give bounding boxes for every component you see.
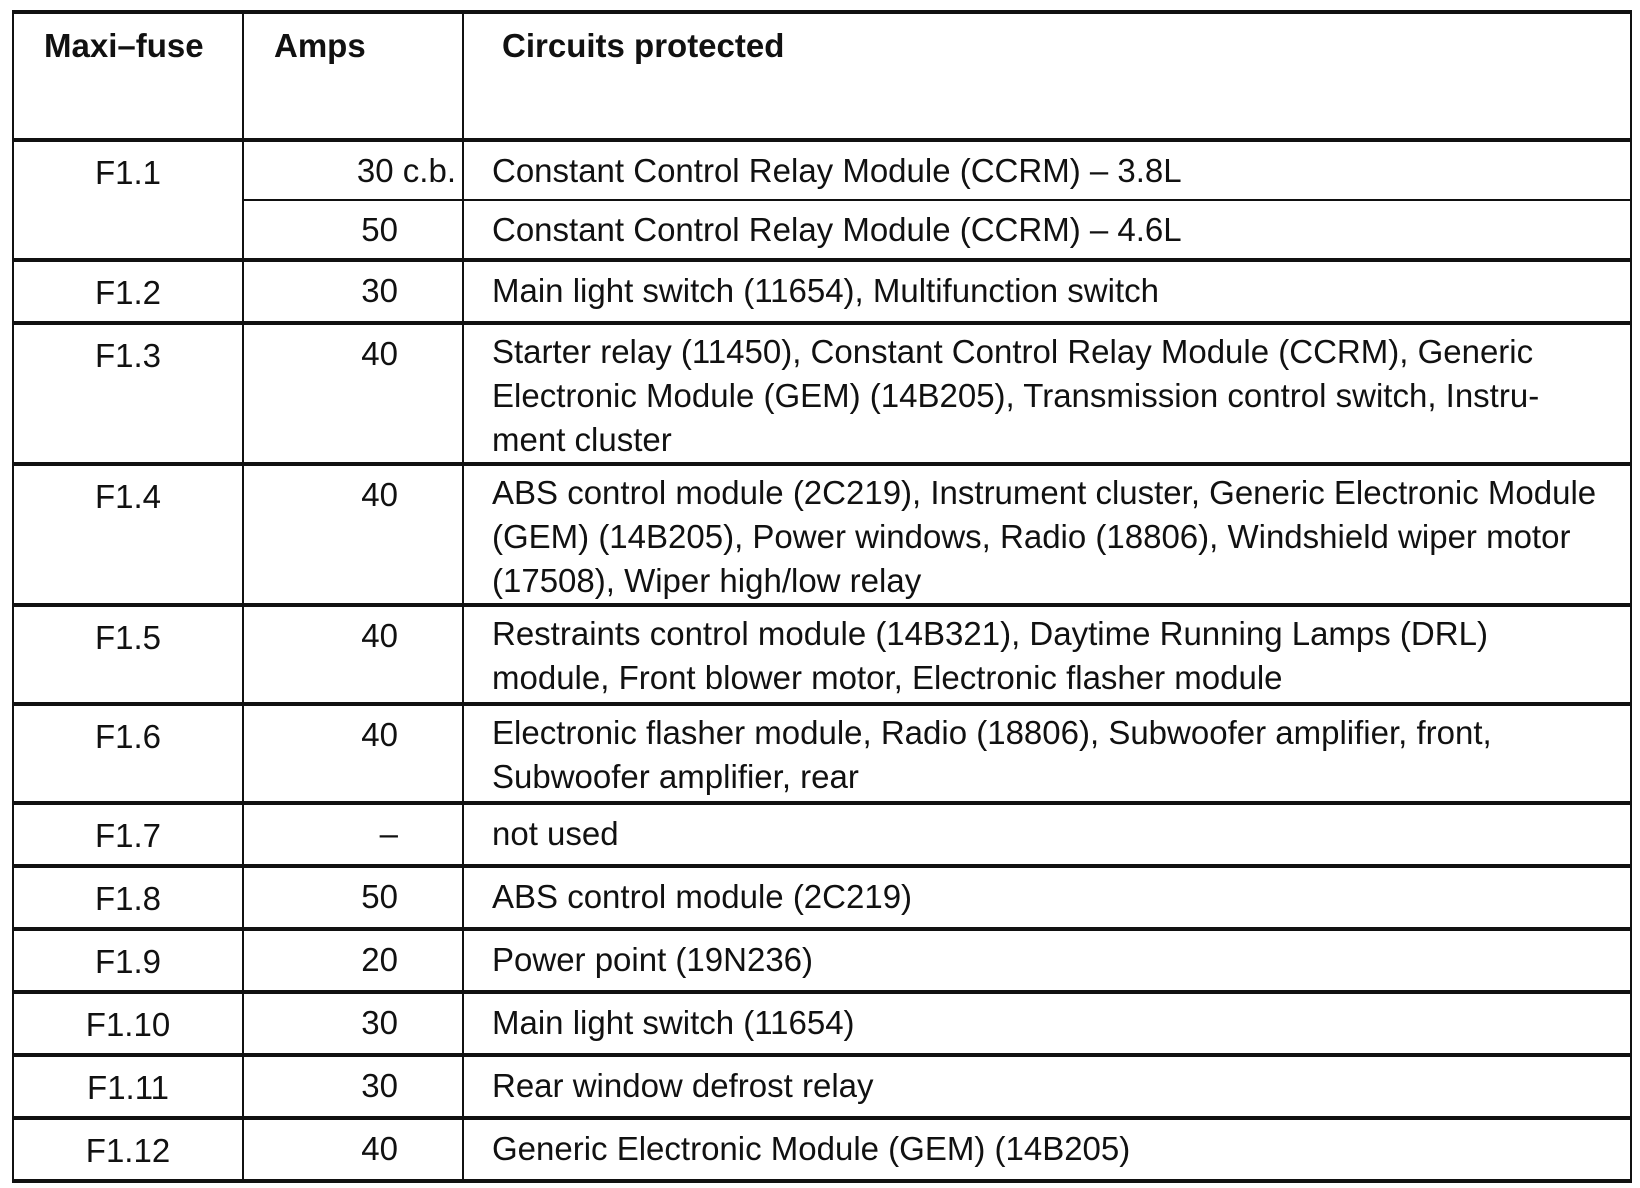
amps-cell: 40 (243, 1118, 463, 1181)
circuits-cell: Restraints control module (14B321), Daytime Running Lamps (DRL) module, Front blower motor, Electronic flasher module (463, 605, 1631, 704)
table-row (13, 260, 1631, 323)
fuse-cell: F1.8 (13, 866, 243, 929)
table-row (13, 605, 1631, 704)
amps-cell: 40 (243, 605, 463, 704)
circuits-cell: ABS control module (2C219), Instrument cluster, Generic Electronic Module (GEM) (14B205), Power windows, Radio (18806), Windshield wiper motor (17508), Wiper high/low relay (463, 464, 1631, 605)
amps-cell: 40 (243, 704, 463, 803)
table-header-row (13, 12, 1631, 140)
circuits-cell: Main light switch (11654), Multifunction switch (463, 260, 1631, 323)
circuits-cell: Constant Control Relay Module (CCRM) – 3.8L (463, 140, 1631, 200)
fuse-cell: F1.5 (13, 605, 243, 704)
amps-cell: 40 (243, 464, 463, 605)
fuse-cell: F1.1 (13, 140, 243, 260)
table-row (13, 803, 1631, 866)
amps-cell: 40 (243, 323, 463, 464)
circuits-cell: Electronic flasher module, Radio (18806), Subwoofer amplifier, front, Subwoofer amplifier, rear (463, 704, 1631, 803)
circuits-cell: not used (463, 803, 1631, 866)
table-row (13, 1118, 1631, 1181)
circuits-cell: Constant Control Relay Module (CCRM) – 4.6L (463, 200, 1631, 260)
fuse-cell: F1.7 (13, 803, 243, 866)
table-row (13, 992, 1631, 1055)
fuse-cell: F1.9 (13, 929, 243, 992)
table-row (13, 200, 1631, 260)
amps-cell: 50 (243, 200, 463, 260)
header-circuits-protected: Circuits protected (463, 12, 1631, 140)
fuse-cell: F1.12 (13, 1118, 243, 1181)
amps-cell: 30 c.b. (243, 140, 463, 200)
circuits-cell: Main light switch (11654) (463, 992, 1631, 1055)
circuits-cell: Generic Electronic Module (GEM) (14B205) (463, 1118, 1631, 1181)
fuse-cell: F1.6 (13, 704, 243, 803)
fuse-cell: F1.4 (13, 464, 243, 605)
amps-cell: 30 (243, 992, 463, 1055)
table-row (13, 1055, 1631, 1118)
table-row (13, 323, 1631, 464)
table-row (13, 140, 1631, 200)
amps-cell: – (243, 803, 463, 866)
amps-cell: 50 (243, 866, 463, 929)
amps-cell: 20 (243, 929, 463, 992)
circuits-cell: Power point (19N236) (463, 929, 1631, 992)
amps-cell: 30 (243, 260, 463, 323)
fuse-cell: F1.3 (13, 323, 243, 464)
header-amps: Amps (243, 12, 463, 140)
circuits-cell: ABS control module (2C219) (463, 866, 1631, 929)
maxi-fuse-table (12, 10, 1632, 1183)
table-row (13, 464, 1631, 605)
amps-cell: 30 (243, 1055, 463, 1118)
table-row (13, 704, 1631, 803)
fuse-cell: F1.11 (13, 1055, 243, 1118)
circuits-cell: Rear window defrost relay (463, 1055, 1631, 1118)
header-maxi-fuse: Maxi–fuse (13, 12, 243, 140)
table-row (13, 866, 1631, 929)
fuse-cell: F1.2 (13, 260, 243, 323)
fuse-cell: F1.10 (13, 992, 243, 1055)
circuits-cell: Starter relay (11450), Constant Control Relay Module (CCRM), Generic Electronic Module (GEM) (14B205), Transmission control switch, Instru-ment cluster (463, 323, 1631, 464)
table-row (13, 929, 1631, 992)
